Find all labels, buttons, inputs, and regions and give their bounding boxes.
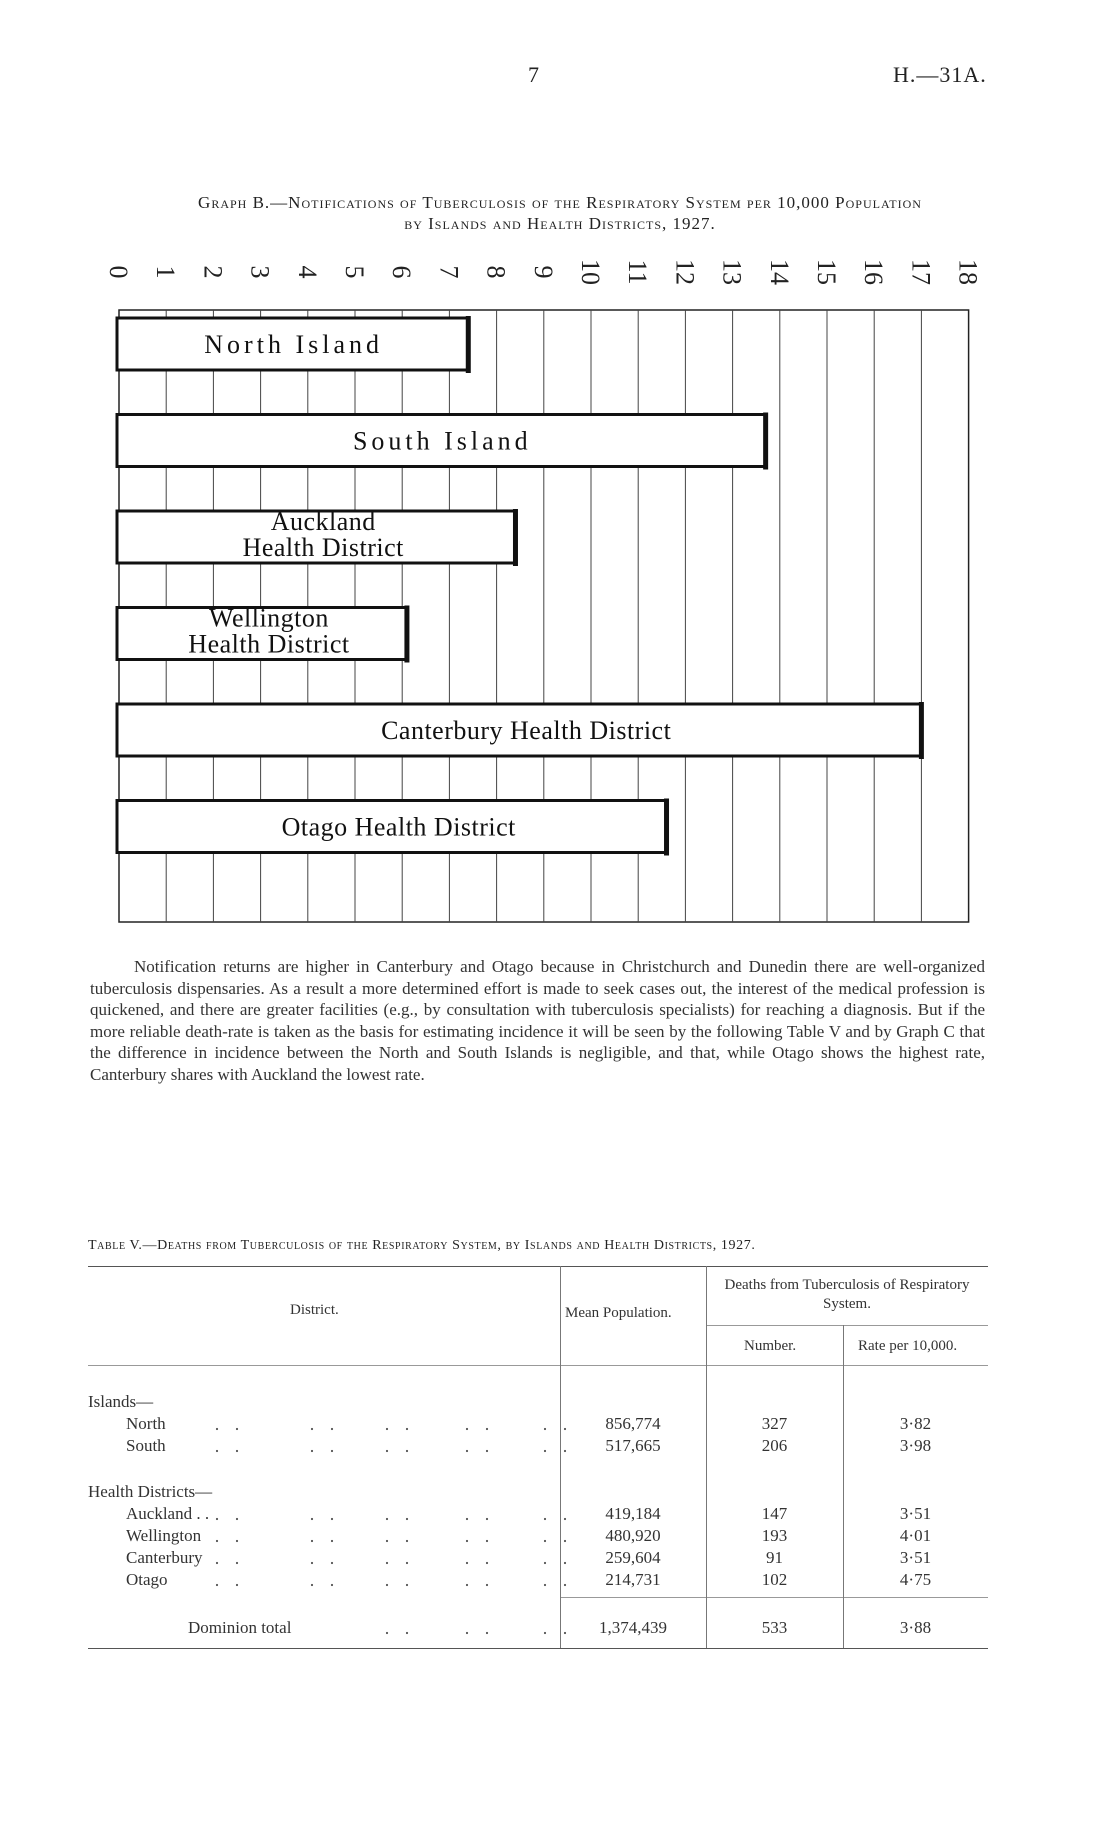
leader-dot <box>386 1428 388 1430</box>
leader-dot <box>216 1540 218 1542</box>
row-number: 147 <box>761 1504 788 1523</box>
leader-dot <box>216 1450 218 1452</box>
bar-label: Auckland <box>270 507 376 536</box>
tick-label: 8 <box>481 265 511 279</box>
leader-dot <box>331 1562 333 1564</box>
leader-dot <box>406 1428 408 1430</box>
row-population: 856,774 <box>605 1414 661 1433</box>
row-name: Wellington <box>126 1526 202 1545</box>
leader-dot <box>544 1540 546 1542</box>
total-rate: 3·88 <box>899 1618 932 1637</box>
leader-dot <box>406 1632 408 1634</box>
tick-label: 7 <box>434 265 464 279</box>
row-name: South <box>126 1436 166 1455</box>
tick-label: 0 <box>104 265 133 279</box>
leader-dot <box>486 1632 488 1634</box>
leader-dot <box>564 1540 566 1542</box>
document-reference: H.—31A. <box>893 62 987 87</box>
graph-title-line-1: Graph B.—Notifications of Tuberculosis of the Respiratory System per 10,000 Population <box>198 193 922 212</box>
tick-label: 6 <box>387 265 417 279</box>
leader-dot <box>486 1428 488 1430</box>
leader-dot <box>236 1562 238 1564</box>
leader-dot <box>406 1518 408 1520</box>
leader-dot <box>544 1428 546 1430</box>
leader-dot <box>236 1428 238 1430</box>
leader-dot <box>236 1518 238 1520</box>
leader-dot <box>216 1562 218 1564</box>
row-population: 480,920 <box>605 1526 661 1545</box>
tick-label: 12 <box>670 259 700 285</box>
tick-label: 10 <box>576 259 605 285</box>
row-population: 517,665 <box>605 1436 661 1455</box>
leader-dot <box>406 1540 408 1542</box>
leader-dot <box>486 1540 488 1542</box>
total-number: 533 <box>761 1618 788 1637</box>
leader-dot <box>311 1540 313 1542</box>
leader-dot <box>216 1518 218 1520</box>
row-rate: 3·98 <box>899 1436 932 1455</box>
leader-dot <box>486 1450 488 1452</box>
row-number: 193 <box>761 1526 788 1545</box>
tick-label: 2 <box>198 265 228 279</box>
leader-dot <box>486 1584 488 1586</box>
leader-dot <box>544 1632 546 1634</box>
leader-dot <box>564 1632 566 1634</box>
leader-dot <box>386 1450 388 1452</box>
leader-dot <box>406 1562 408 1564</box>
row-rate: 4·01 <box>899 1526 932 1545</box>
leader-dot <box>386 1540 388 1542</box>
leader-dot <box>544 1450 546 1452</box>
tick-label: 17 <box>906 259 936 285</box>
leader-dot <box>236 1584 238 1586</box>
leader-dot <box>311 1584 313 1586</box>
tick-label: 18 <box>953 259 983 285</box>
leader-dot <box>544 1518 546 1520</box>
leader-dot <box>406 1584 408 1586</box>
row-name: Auckland . . <box>126 1504 210 1523</box>
bar-label: Health District <box>188 629 350 659</box>
leader-dot <box>564 1562 566 1564</box>
leader-dot <box>466 1540 468 1542</box>
leader-dot <box>564 1428 566 1430</box>
row-population: 214,731 <box>605 1570 661 1589</box>
leader-dot <box>386 1518 388 1520</box>
row-name: North <box>126 1414 166 1433</box>
leader-dot <box>466 1562 468 1564</box>
leader-dot <box>466 1632 468 1634</box>
leader-dot <box>216 1584 218 1586</box>
row-number: 102 <box>761 1570 788 1589</box>
bar-label: Otago Health District <box>281 812 516 842</box>
leader-dot <box>486 1562 488 1564</box>
page-number: 7 <box>528 62 539 87</box>
row-name: Otago <box>126 1570 168 1589</box>
bar-label: South Island <box>352 426 532 456</box>
leader-dot <box>236 1540 238 1542</box>
tick-label: 4 <box>292 265 322 279</box>
leader-dot <box>406 1450 408 1452</box>
header-deaths-group: Deaths from Tuberculosis of Respiratory System. <box>724 1277 970 1312</box>
tick-label: 3 <box>245 265 275 279</box>
leader-dot <box>236 1450 238 1452</box>
tick-label: 9 <box>528 265 558 279</box>
tick-label: 14 <box>764 259 794 285</box>
row-number: 206 <box>761 1436 788 1455</box>
row-number: 327 <box>761 1414 788 1433</box>
leader-dot <box>331 1540 333 1542</box>
tick-label: 11 <box>623 259 653 285</box>
header-number: Number. <box>744 1338 797 1354</box>
leader-dot <box>331 1428 333 1430</box>
row-rate: 4·75 <box>899 1570 932 1589</box>
row-number: 91 <box>766 1548 783 1567</box>
table-title: Table V.—Deaths from Tuberculosis of the Respiratory System, by Islands and Health Districts, 1927. <box>88 1238 756 1253</box>
tick-label: 1 <box>151 265 181 279</box>
graph-title-line-2: by Islands and Health Districts, 1927. <box>404 214 716 233</box>
row-population: 419,184 <box>605 1504 661 1523</box>
section-label-islands: Islands— <box>88 1392 154 1411</box>
leader-dot <box>544 1584 546 1586</box>
paragraph-text: Notification returns are higher in Canterbury and Otago because in Christchurch and Dunedin there are well-organized tuberculosis dispensaries. As a result a more determined effort is made to seek cases out, the interest of the medical profession is quickened, and there are greater facilities (e.g., by consultation with tuberculosis specialists) for reaching a diagnosis. But if the more reliable death-rate is taken as the basis for estimating incidence it will be seen by the following Table V and by Graph C that the difference in incidence between the North and South Islands is negligible, and that, while Otago shows the highest rate, Canterbury shares with Auckland the lowest rate. <box>90 957 985 1084</box>
header-rate: Rate per 10,000. <box>858 1338 958 1354</box>
leader-dot <box>311 1518 313 1520</box>
header-district: District. <box>290 1302 339 1318</box>
total-label: Dominion total <box>188 1618 292 1637</box>
total-population: 1,374,439 <box>599 1618 667 1637</box>
leader-dot <box>311 1562 313 1564</box>
leader-dot <box>466 1428 468 1430</box>
leader-dot <box>544 1562 546 1564</box>
leader-dot <box>311 1450 313 1452</box>
bar-label: Canterbury Health District <box>381 716 672 745</box>
leader-dot <box>331 1584 333 1586</box>
row-rate: 3·51 <box>899 1548 932 1567</box>
row-name: Canterbury <box>126 1548 203 1567</box>
leader-dot <box>486 1518 488 1520</box>
leader-dot <box>216 1428 218 1430</box>
bar-label: Wellington <box>209 603 329 633</box>
bar-label: North Island <box>204 330 383 359</box>
leader-dot <box>466 1584 468 1586</box>
row-population: 259,604 <box>605 1548 661 1567</box>
section-label-health-districts: Health Districts— <box>88 1482 213 1501</box>
row-rate: 3·82 <box>899 1414 932 1433</box>
leader-dot <box>466 1450 468 1452</box>
leader-dot <box>331 1518 333 1520</box>
leader-dot <box>386 1632 388 1634</box>
bar-label: Health District <box>242 533 404 562</box>
leader-dot <box>386 1562 388 1564</box>
tick-label: 15 <box>812 259 841 285</box>
leader-dot <box>564 1450 566 1452</box>
row-rate: 3·51 <box>899 1504 932 1523</box>
leader-dot <box>311 1428 313 1430</box>
leader-dot <box>466 1518 468 1520</box>
leader-dot <box>564 1518 566 1520</box>
leader-dot <box>564 1584 566 1586</box>
tick-label: 13 <box>717 259 747 285</box>
header-mean-population: Mean Population. <box>565 1305 672 1321</box>
leader-dot <box>386 1584 388 1586</box>
leader-dot <box>331 1450 333 1452</box>
tick-label: 16 <box>859 259 889 285</box>
tick-label: 5 <box>340 265 369 279</box>
